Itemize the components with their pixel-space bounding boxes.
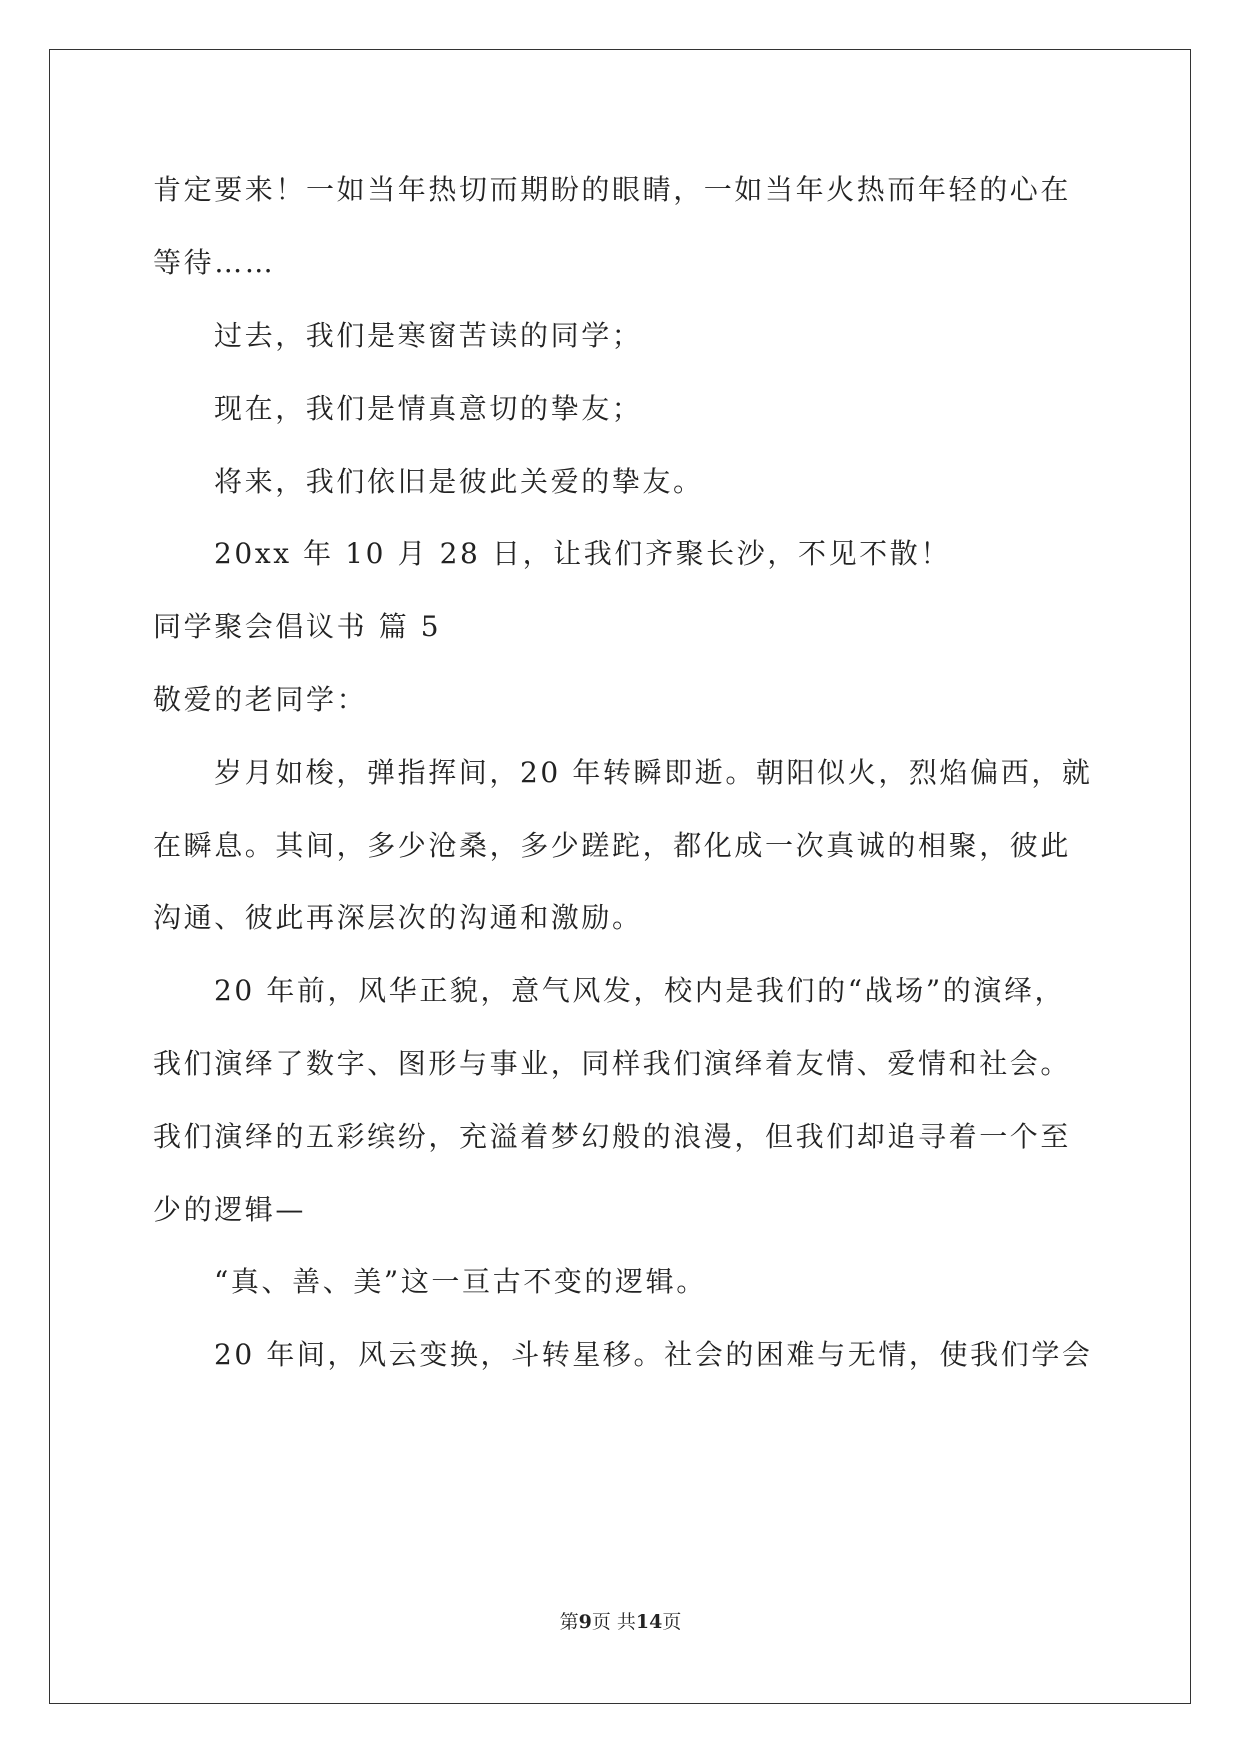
body-text-line: 在瞬息。其间，多少沧桑，多少蹉跎，都化成一次真诚的相聚，彼此 (153, 829, 1072, 862)
page-border (49, 49, 1191, 1704)
body-text-line: 现在，我们是情真意切的挚友； (214, 392, 643, 425)
page-number-footer (0, 1609, 1241, 1635)
body-text-line: 20 年间，风云变换，斗转星移。社会的困难与无情，使我们学会 (214, 1338, 1093, 1371)
body-text-line: “真、善、美”这一亘古不变的逻辑。 (214, 1265, 707, 1298)
body-text-line: 沟通、彼此再深层次的沟通和激励。 (153, 901, 643, 934)
body-text-line: 将来，我们依旧是彼此关爱的挚友。 (214, 465, 704, 498)
body-text-line: 等待…… (153, 246, 276, 279)
body-text-line: 岁月如梭，弹指挥间，20 年转瞬即逝。朝阳似火，烈焰偏西，就 (214, 756, 1093, 789)
body-text-line: 肯定要来！一如当年热切而期盼的眼睛，一如当年火热而年轻的心在 (153, 173, 1072, 206)
body-text-line: 我们演绎的五彩缤纷，充溢着梦幻般的浪漫，但我们却追寻着一个至 (153, 1120, 1072, 1153)
body-text-line: 少的逻辑— (153, 1193, 307, 1226)
body-text-line: 20 年前，风华正貌，意气风发，校内是我们的“战场”的演绎， (214, 974, 1066, 1007)
body-text-line: 过去，我们是寒窗苦读的同学； (214, 319, 643, 352)
section-heading: 同学聚会倡议书 篇 5 (153, 610, 442, 643)
salutation: 敬爱的老同学： (153, 683, 368, 716)
footer-prefix: 第 (559, 1611, 579, 1633)
footer-middle: 页 共 (591, 1611, 636, 1633)
current-page-number: 9 (578, 1611, 592, 1633)
body-text-line: 我们演绎了数字、图形与事业，同样我们演绎着友情、爱情和社会。 (153, 1047, 1072, 1080)
body-text-line: 20xx 年 10 月 28 日，让我们齐聚长沙，不见不散！ (214, 537, 951, 570)
footer-suffix: 页 (662, 1611, 682, 1633)
total-pages-number: 14 (635, 1611, 663, 1633)
